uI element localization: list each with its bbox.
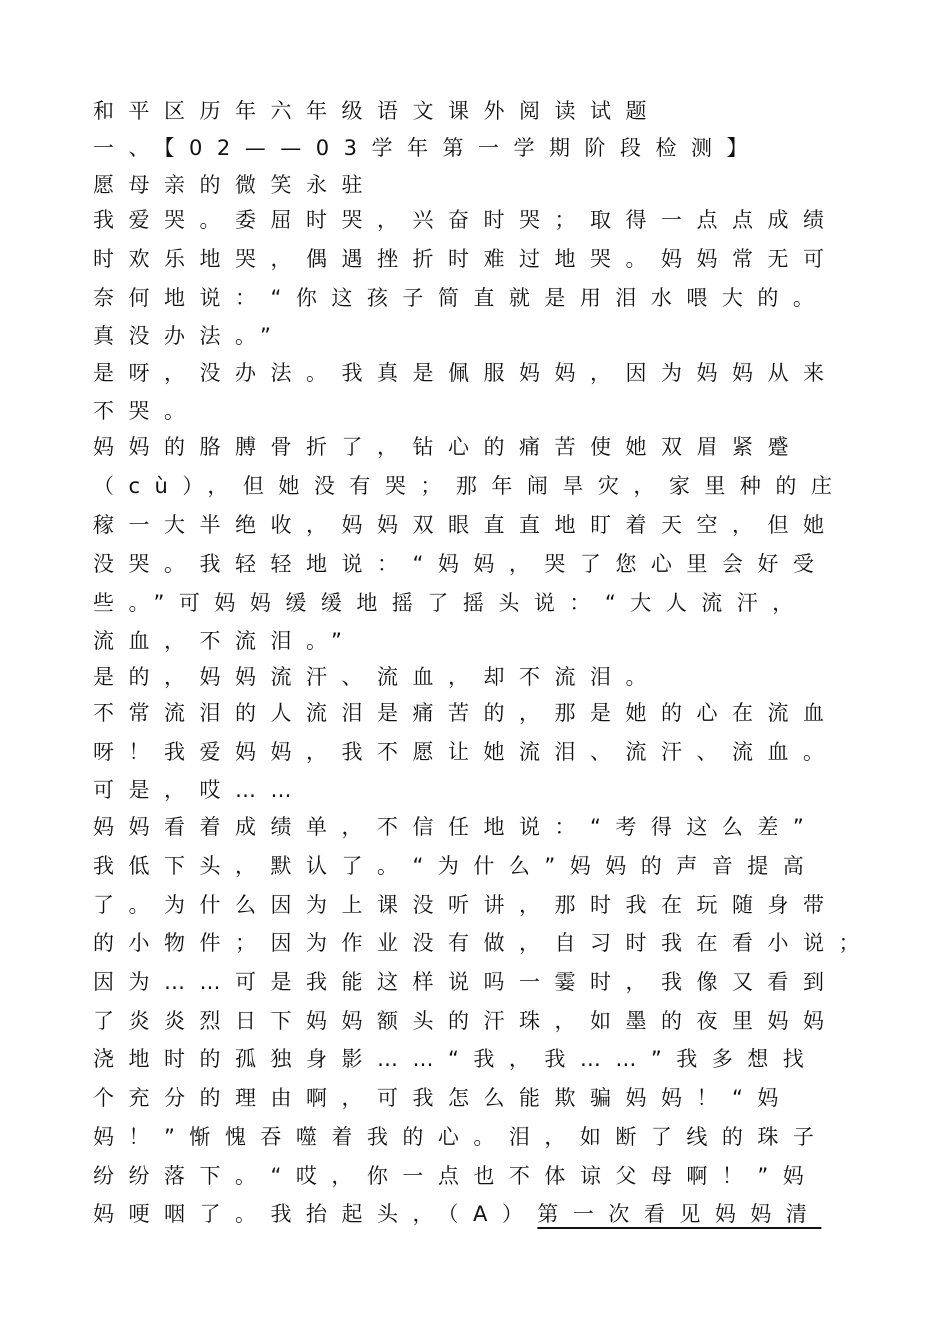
paragraph-line: 没哭。我轻轻地说：“妈妈，哭了您心里会好受 [93, 552, 829, 576]
paragraph-line: 是的，妈妈流汗、流血，却不流泪。 [93, 665, 661, 689]
paragraph-line: 妈妈的胳膊骨折了，钻心的痛苦使她双眉紧蹙 [93, 435, 803, 459]
paragraph-line: 真没办法。” [93, 324, 286, 348]
article-title: 愿母亲的微笑永驻 [93, 173, 377, 197]
paragraph-line: （cù），但她没有哭；那年闹旱灾，家里种的庄 [93, 474, 847, 498]
underlined-phrase: 第一次看见妈妈清 [537, 1202, 822, 1226]
section-heading: 一、【02——03学年第一学期阶段检测】 [93, 136, 762, 160]
paragraph-line: 呀！我爱妈妈，我不愿让她流泪、流汗、流血。 [93, 740, 839, 764]
paragraph-line: 了。为什么因为上课没听讲，那时我在玩随身带 [93, 893, 839, 917]
paragraph-line-last [93, 1200, 821, 1228]
paragraph-line: 了炎炎烈日下妈妈额头的汗珠，如墨的夜里妈妈 [93, 1009, 839, 1033]
paragraph-line: 时欢乐地哭，偶遇挫折时难过地哭。妈妈常无可 [93, 247, 839, 271]
paragraph-line: 奈何地说：“你这孩子简直就是用泪水喂大的。 [93, 286, 829, 310]
paragraph-line: 是呀，没办法。我真是佩服妈妈，因为妈妈从来 [93, 361, 839, 385]
paragraph-line: 我低下头，默认了。“为什么”妈妈的声音提高 [93, 854, 819, 878]
paragraph-line: 浇地时的孤独身影……“我，我……”我多想找 [93, 1047, 819, 1071]
paragraph-line: 些。”可妈妈缓缓地摇了摇头说：“大人流汗， [93, 591, 808, 615]
paragraph-line: 不哭。 [93, 399, 200, 423]
paragraph-line: 稼一大半绝收，妈妈双眼直直地盯着天空，但她 [93, 513, 839, 537]
paragraph-line: 不常流泪的人流泪是痛苦的，那是她的心在流血 [93, 701, 839, 725]
paragraph-line: 个充分的理由啊，可我怎么能欺骗妈妈！“妈 [93, 1086, 793, 1110]
paragraph-line: 流血，不流泪。” [93, 629, 357, 653]
document-title: 和平区历年六年级语文课外阅读试题 [93, 99, 661, 123]
paragraph-line: 的小物件；因为作业没有做，自习时我在看小说； [93, 931, 874, 955]
paragraph-line: 我爱哭。委屈时哭，兴奋时哭；取得一点点成绩 [93, 208, 839, 232]
last-line-text: 妈哽咽了。我抬起头，（A） [93, 1202, 538, 1226]
paragraph-line: 可是，哎…… [93, 778, 306, 802]
paragraph-line: 因为……可是我能这样说吗一霎时，我像又看到 [93, 970, 839, 994]
paragraph-line: 妈！”惭愧吞噬着我的心。泪，如断了线的珠子 [93, 1125, 829, 1149]
paragraph-line: 纷纷落下。“哎，你一点也不体谅父母啊！”妈 [93, 1164, 819, 1188]
paragraph-line: 妈妈看着成绩单，不信任地说：“考得这么差” [93, 815, 819, 839]
